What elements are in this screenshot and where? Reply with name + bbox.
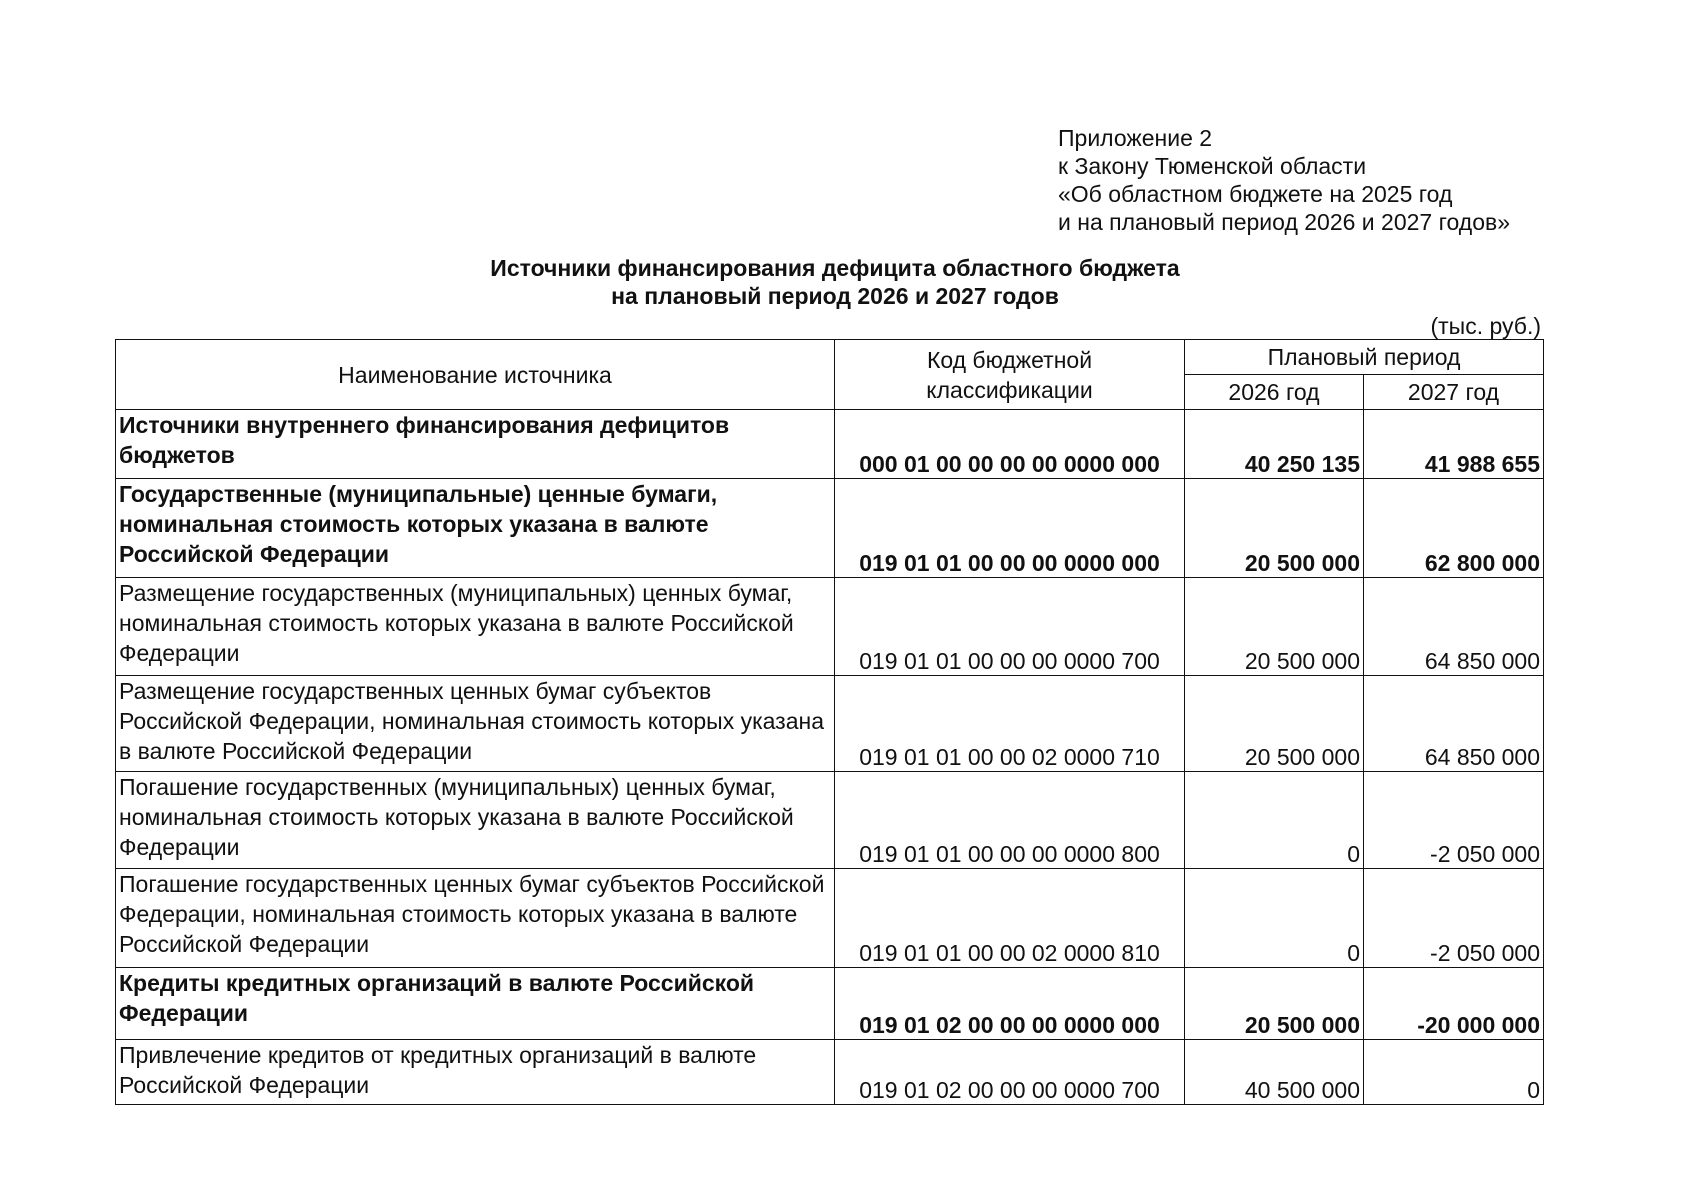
row-code: 019 01 01 00 00 00 0000 800	[835, 772, 1185, 869]
row-name: Кредиты кредитных организаций в валюте Российской Федерации	[116, 968, 835, 1040]
row-value-2026: 40 250 135	[1185, 410, 1364, 479]
table-row	[116, 676, 1544, 772]
table-row	[116, 578, 1544, 676]
row-value-2026: 20 500 000	[1185, 578, 1364, 676]
row-value-2027: 64 850 000	[1364, 578, 1544, 676]
appendix-line: Приложение 2	[1058, 125, 1213, 151]
row-code: 019 01 01 00 00 02 0000 710	[835, 676, 1185, 772]
row-value-2026: 40 500 000	[1185, 1040, 1364, 1105]
appendix-line: к Закону Тюменской области	[1058, 153, 1367, 179]
table-row	[116, 772, 1544, 869]
row-value-2027: 62 800 000	[1364, 479, 1544, 578]
header-period: Плановый период	[1185, 340, 1544, 375]
row-code: 019 01 02 00 00 00 0000 000	[835, 968, 1185, 1040]
table-row	[116, 410, 1544, 479]
row-value-2026: 20 500 000	[1185, 479, 1364, 578]
row-name: Размещение государственных (муниципальных) ценных бумаг, номинальная стоимость которых указана в валюте Российской Федерации	[116, 578, 835, 676]
row-name: Источники внутреннего финансирования дефицитов бюджетов	[116, 410, 835, 479]
row-code: 000 01 00 00 00 00 0000 000	[835, 410, 1185, 479]
title-line: на плановый период 2026 и 2027 годов	[611, 283, 1059, 309]
header-name: Наименование источника	[116, 340, 835, 410]
row-value-2026: 0	[1185, 869, 1364, 968]
header-year-2026: 2026 год	[1185, 375, 1364, 410]
row-value-2027: -20 000 000	[1364, 968, 1544, 1040]
header-code-line: Код бюджетной	[926, 346, 1093, 373]
appendix-line: «Об областном бюджете на 2025 год	[1058, 181, 1453, 207]
row-name: Размещение государственных ценных бумаг субъектов Российской Федерации, номинальная стоимость которых указана в валюте Российской Федерации	[116, 676, 835, 772]
row-code: 019 01 02 00 00 00 0000 700	[835, 1040, 1185, 1105]
row-name: Государственные (муниципальные) ценные бумаги, номинальная стоимость которых указана в валюте Российской Федерации	[116, 479, 835, 578]
row-value-2026: 0	[1185, 772, 1364, 869]
table-row	[116, 479, 1544, 578]
row-code: 019 01 01 00 00 02 0000 810	[835, 869, 1185, 968]
table-row	[116, 1040, 1544, 1105]
row-value-2026: 20 500 000	[1185, 676, 1364, 772]
row-name: Погашение государственных (муниципальных) ценных бумаг, номинальная стоимость которых указана в валюте Российской Федерации	[116, 772, 835, 869]
row-name: Погашение государственных ценных бумаг субъектов Российской Федерации, номинальная стоимость которых указана в валюте Российской Федерации	[116, 869, 835, 968]
row-value-2027: -2 050 000	[1364, 772, 1544, 869]
table-row	[116, 968, 1544, 1040]
row-name: Привлечение кредитов от кредитных организаций в валюте Российской Федерации	[116, 1040, 835, 1105]
row-code: 019 01 01 00 00 00 0000 000	[835, 479, 1185, 578]
header-code-line: классификации	[926, 376, 1093, 403]
row-value-2026: 20 500 000	[1185, 968, 1364, 1040]
appendix-header	[1058, 124, 1510, 236]
row-value-2027: -2 050 000	[1364, 869, 1544, 968]
row-value-2027: 41 988 655	[1364, 410, 1544, 479]
table-row	[116, 869, 1544, 968]
appendix-line: и на плановый период 2026 и 2027 годов»	[1058, 209, 1510, 235]
row-code: 019 01 01 00 00 00 0000 700	[835, 578, 1185, 676]
budget-sources-table	[115, 339, 1544, 1105]
unit-label: (тыс. руб.)	[1430, 313, 1541, 339]
title-line: Источники финансирования дефицита областного бюджета	[490, 255, 1180, 281]
row-value-2027: 64 850 000	[1364, 676, 1544, 772]
document-title	[0, 254, 1670, 310]
header-code	[835, 340, 1185, 410]
header-year-2027: 2027 год	[1364, 375, 1544, 410]
row-value-2027: 0	[1364, 1040, 1544, 1105]
